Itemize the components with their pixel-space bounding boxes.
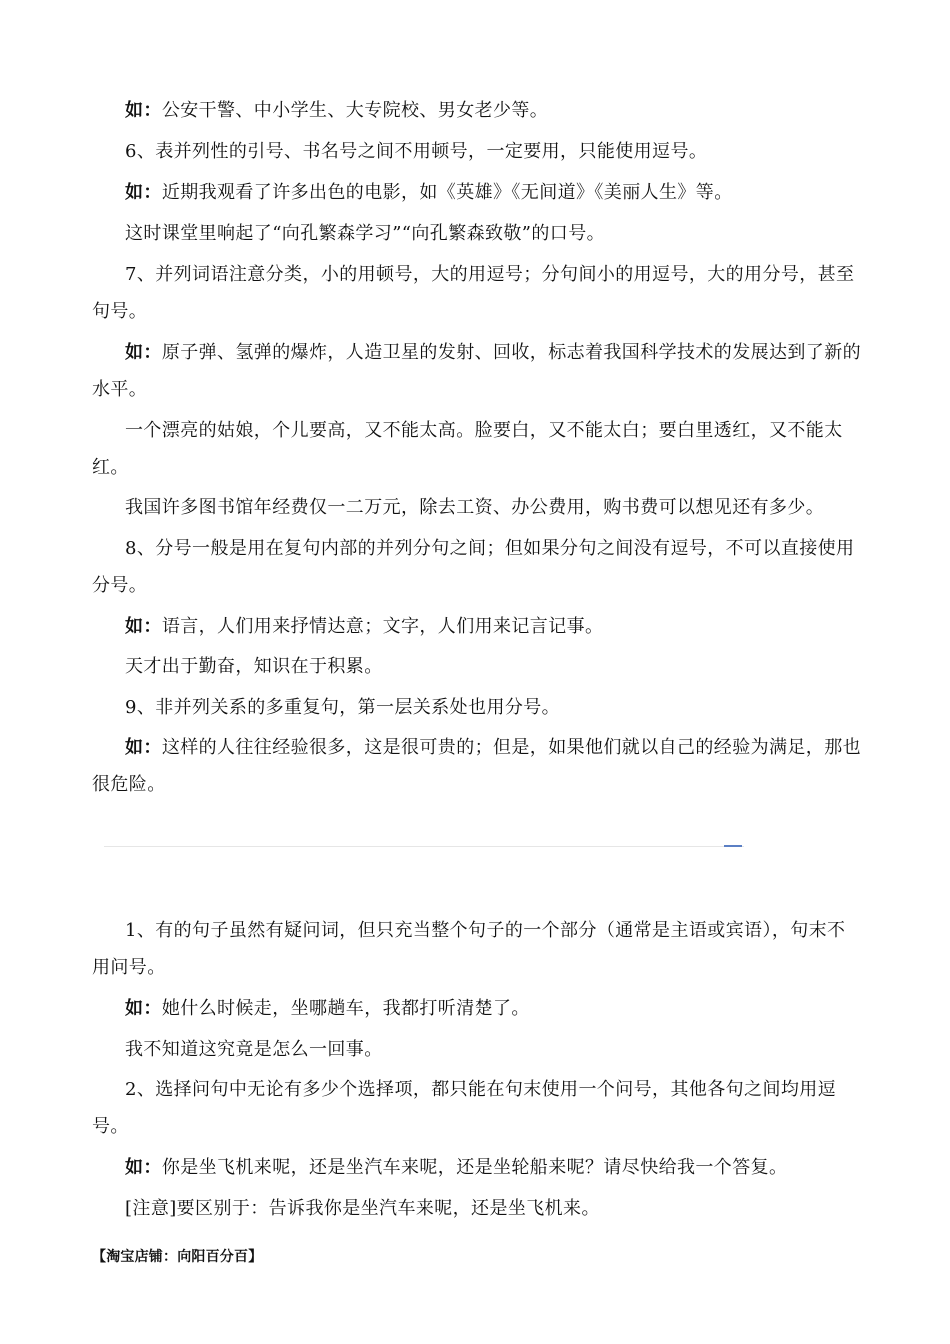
paragraph-rule-7	[92, 256, 862, 330]
paragraph-text: 近期我观看了许多出色的电影，如《英雄》《无间道》《美丽人生》等。	[161, 182, 733, 203]
paragraph-text: 1、有的句子虽然有疑问词，但只充当整个句子的一个部分（通常是主语或宾语），句末不用问号。	[92, 920, 846, 978]
paragraph-text: 我国许多图书馆年经费仅一二万元，除去工资、办公费用，购书费可以想见还有多少。	[125, 497, 825, 518]
example-label: 如：	[125, 737, 162, 758]
paragraph-text: 一个漂亮的姑娘，个儿要高，又不能太高。脸要白，又不能太白；要白里透红，又不能太红。	[92, 420, 843, 478]
paragraph-example-q3	[92, 1149, 862, 1186]
paragraph-rule-6	[92, 133, 862, 170]
paragraph-text: 天才出于勤奋，知识在于积累。	[125, 656, 383, 677]
divider-accent-mark	[724, 845, 742, 847]
paragraph-text: 7、并列词语注意分类，小的用顿号，大的用逗号；分句间小的用逗号，大的用分号，甚至句号。	[92, 264, 855, 322]
example-label: 如：	[125, 616, 162, 637]
paragraph-text: 8、分号一般是用在复句内部的并列分句之间；但如果分句之间没有逗号，不可以直接使用分号。	[92, 538, 855, 596]
example-label: 如：	[125, 998, 162, 1019]
paragraph-text: 这样的人往往经验很多，这是很可贵的；但是，如果他们就以自己的经验为满足，那也很危险。	[92, 737, 862, 795]
section-divider	[104, 846, 744, 847]
paragraph-example-q1	[92, 990, 862, 1027]
example-label: 如：	[125, 1157, 162, 1178]
paragraph-text: 原子弹、氢弹的爆炸，人造卫星的发射、回收，标志着我国科学技术的发展达到了新的水平。	[92, 342, 862, 400]
paragraph-note	[92, 1190, 862, 1227]
paragraph-text: [注意]要区别于：告诉我你是坐汽车来呢，还是坐飞机来。	[125, 1198, 600, 1219]
paragraph-rule-q1	[92, 912, 862, 986]
paragraph-example-9	[92, 729, 862, 803]
paragraph-text: 语言，人们用来抒情达意；文字，人们用来记言记事。	[161, 616, 604, 637]
paragraph-example-3	[92, 215, 862, 252]
paragraph-text: 她什么时候走，坐哪趟车，我都打听清楚了。	[161, 998, 530, 1019]
paragraph-rule-q2	[92, 1071, 862, 1145]
example-label: 如：	[125, 100, 162, 121]
example-label: 如：	[125, 342, 162, 363]
paragraph-example-2	[92, 174, 862, 211]
paragraph-example-6	[92, 489, 862, 526]
paragraph-example-7	[92, 608, 862, 645]
paragraph-text: 公安干警、中小学生、大专院校、男女老少等。	[161, 100, 549, 121]
paragraph-text: 2、选择问句中无论有多少个选择项，都只能在句末使用一个问号，其他各句之间均用逗号。	[92, 1079, 837, 1137]
paragraph-text: 你是坐飞机来呢，还是坐汽车来呢，还是坐轮船来呢？请尽快给我一个答复。	[161, 1157, 788, 1178]
example-label: 如：	[125, 182, 162, 203]
paragraph-text: 9、非并列关系的多重复句，第一层关系处也用分号。	[125, 697, 561, 718]
paragraph-text: 我不知道这究竟是怎么一回事。	[125, 1039, 383, 1060]
paragraph-example-q2	[92, 1031, 862, 1068]
footer-shop-label: 【淘宝店铺：向阳百分百】	[92, 1249, 263, 1265]
paragraph-example-5	[92, 412, 862, 486]
paragraph-text: 这时课堂里响起了“向孔繁森学习”“向孔繁森致敬”的口号。	[125, 223, 606, 244]
paragraph-rule-8	[92, 530, 862, 604]
paragraph-example-4	[92, 334, 862, 408]
paragraph-rule-9	[92, 689, 862, 726]
paragraph-example-8	[92, 648, 862, 685]
paragraph-example-1	[92, 92, 862, 129]
paragraph-text: 6、表并列性的引号、书名号之间不用顿号，一定要用，只能使用逗号。	[125, 141, 708, 162]
